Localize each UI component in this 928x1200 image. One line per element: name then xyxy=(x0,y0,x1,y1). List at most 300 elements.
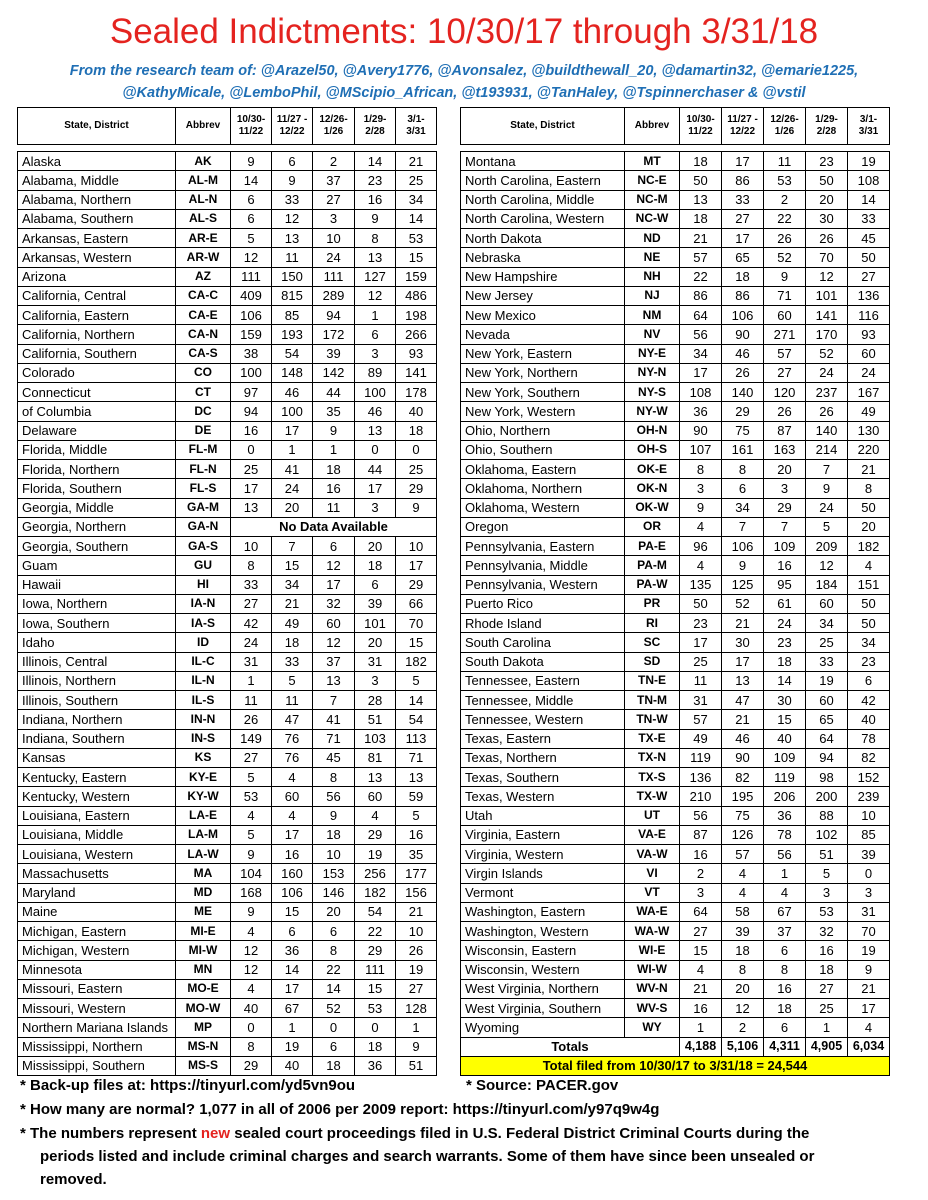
count-cell: 3 xyxy=(680,883,722,902)
district-row xyxy=(461,633,890,652)
count-cell: 70 xyxy=(848,922,890,941)
district-abbrev: MD xyxy=(176,883,231,902)
header-gap xyxy=(18,145,437,152)
count-cell: 4 xyxy=(355,806,396,825)
count-cell: 182 xyxy=(355,883,396,902)
count-cell: 29 xyxy=(396,575,437,594)
district-abbrev: KY-E xyxy=(176,768,231,787)
count-cell: 18 xyxy=(680,152,722,171)
count-cell: 47 xyxy=(722,691,764,710)
count-cell: 6 xyxy=(355,325,396,344)
count-cell: 49 xyxy=(272,614,313,633)
district-abbrev: LA-W xyxy=(176,845,231,864)
district-name: Louisiana, Middle xyxy=(18,825,176,844)
count-cell: 34 xyxy=(396,190,437,209)
count-cell: 36 xyxy=(355,1056,396,1075)
district-row xyxy=(461,922,890,941)
header-state-district: State, District xyxy=(461,108,625,145)
district-name: North Dakota xyxy=(461,229,625,248)
count-cell: 17 xyxy=(396,556,437,575)
count-cell: 16 xyxy=(764,556,806,575)
district-name: Missouri, Eastern xyxy=(18,979,176,998)
district-row xyxy=(18,537,437,556)
count-cell: 8 xyxy=(231,556,272,575)
count-cell: 9 xyxy=(396,498,437,517)
count-cell: 47 xyxy=(272,710,313,729)
header-period xyxy=(355,108,396,145)
count-cell: 9 xyxy=(680,498,722,517)
count-cell: 78 xyxy=(764,825,806,844)
district-name: Alabama, Middle xyxy=(18,171,176,190)
district-abbrev: KS xyxy=(176,748,231,767)
district-abbrev: MI-E xyxy=(176,922,231,941)
district-abbrev: IL-N xyxy=(176,671,231,690)
no-data-notice: No Data Available xyxy=(231,517,437,536)
count-cell: 45 xyxy=(848,229,890,248)
district-abbrev: WI-W xyxy=(625,960,680,979)
count-cell: 148 xyxy=(272,363,313,382)
district-name: Puerto Rico xyxy=(461,594,625,613)
count-cell: 15 xyxy=(396,248,437,267)
count-cell: 50 xyxy=(680,171,722,190)
count-cell: 87 xyxy=(680,825,722,844)
count-cell: 32 xyxy=(806,922,848,941)
right-header-row xyxy=(461,108,890,145)
district-row xyxy=(18,768,437,787)
count-cell: 52 xyxy=(806,344,848,363)
count-cell: 94 xyxy=(313,306,355,325)
count-cell: 106 xyxy=(722,306,764,325)
count-cell: 21 xyxy=(396,902,437,921)
count-cell: 18 xyxy=(396,421,437,440)
count-cell: 29 xyxy=(231,1056,272,1075)
count-cell: 104 xyxy=(231,864,272,883)
footnote-backup: * Back-up files at: https://tinyurl.com/yd5vn9ou xyxy=(20,1077,356,1094)
count-cell: 23 xyxy=(680,614,722,633)
district-name: Virgin Islands xyxy=(461,864,625,883)
district-row xyxy=(461,421,890,440)
count-cell: 46 xyxy=(722,344,764,363)
district-row xyxy=(461,748,890,767)
district-abbrev: VA-W xyxy=(625,845,680,864)
count-cell: 85 xyxy=(272,306,313,325)
count-cell: 12 xyxy=(231,960,272,979)
count-cell: 22 xyxy=(680,267,722,286)
district-row xyxy=(461,652,890,671)
count-cell: 39 xyxy=(313,344,355,363)
district-abbrev: AL-N xyxy=(176,190,231,209)
district-abbrev: UT xyxy=(625,806,680,825)
count-cell: 4 xyxy=(272,806,313,825)
count-cell: 33 xyxy=(848,209,890,228)
count-cell: 103 xyxy=(355,729,396,748)
count-cell: 8 xyxy=(848,479,890,498)
header-gap xyxy=(461,145,890,152)
count-cell: 5 xyxy=(806,864,848,883)
count-cell: 1 xyxy=(272,440,313,459)
count-cell: 17 xyxy=(722,152,764,171)
count-cell: 90 xyxy=(722,748,764,767)
district-row xyxy=(18,614,437,633)
district-name: Oklahoma, Eastern xyxy=(461,460,625,479)
district-name: Illinois, Central xyxy=(18,652,176,671)
district-row xyxy=(461,825,890,844)
district-row xyxy=(18,306,437,325)
district-abbrev: NJ xyxy=(625,286,680,305)
count-cell: 89 xyxy=(355,363,396,382)
count-cell: 18 xyxy=(355,556,396,575)
footnote-represent-post: sealed court proceedings filed in U.S. Federal District Criminal Courts during the xyxy=(230,1125,810,1142)
district-name: Michigan, Western xyxy=(18,941,176,960)
count-cell: 15 xyxy=(272,902,313,921)
district-name: Alaska xyxy=(18,152,176,171)
count-cell: 51 xyxy=(355,710,396,729)
count-cell: 33 xyxy=(806,652,848,671)
count-cell: 15 xyxy=(396,633,437,652)
district-name: Tennessee, Middle xyxy=(461,691,625,710)
grand-total-row xyxy=(461,1056,890,1075)
count-cell: 39 xyxy=(722,922,764,941)
count-cell: 27 xyxy=(231,748,272,767)
district-row xyxy=(461,383,890,402)
count-cell: 184 xyxy=(806,575,848,594)
count-cell: 8 xyxy=(722,460,764,479)
district-abbrev: VA-E xyxy=(625,825,680,844)
count-cell: 182 xyxy=(848,537,890,556)
district-name: New Hampshire xyxy=(461,267,625,286)
district-row xyxy=(461,344,890,363)
count-cell: 75 xyxy=(722,806,764,825)
count-cell: 27 xyxy=(722,209,764,228)
count-cell: 0 xyxy=(231,440,272,459)
district-abbrev: WV-S xyxy=(625,999,680,1018)
count-cell: 27 xyxy=(231,594,272,613)
count-cell: 237 xyxy=(806,383,848,402)
count-cell: 34 xyxy=(680,344,722,363)
district-abbrev: CA-N xyxy=(176,325,231,344)
count-cell: 214 xyxy=(806,440,848,459)
district-name: Idaho xyxy=(18,633,176,652)
count-cell: 17 xyxy=(722,652,764,671)
count-cell: 20 xyxy=(272,498,313,517)
count-cell: 111 xyxy=(231,267,272,286)
count-cell: 125 xyxy=(722,575,764,594)
header-period xyxy=(313,108,355,145)
count-cell: 153 xyxy=(313,864,355,883)
count-cell: 8 xyxy=(722,960,764,979)
district-row xyxy=(18,845,437,864)
count-cell: 38 xyxy=(231,344,272,363)
district-abbrev: GA-M xyxy=(176,498,231,517)
count-cell: 40 xyxy=(396,402,437,421)
count-cell: 30 xyxy=(764,691,806,710)
count-cell: 19 xyxy=(355,845,396,864)
district-row xyxy=(461,229,890,248)
count-cell: 0 xyxy=(231,1018,272,1037)
count-cell: 6 xyxy=(722,479,764,498)
district-row xyxy=(18,498,437,517)
count-cell: 65 xyxy=(806,710,848,729)
district-row xyxy=(18,883,437,902)
count-cell: 16 xyxy=(272,845,313,864)
count-cell: 9 xyxy=(764,267,806,286)
count-cell: 16 xyxy=(806,941,848,960)
district-row xyxy=(18,460,437,479)
count-cell: 15 xyxy=(764,710,806,729)
district-abbrev: ID xyxy=(176,633,231,652)
footnote-source: * Source: PACER.gov xyxy=(466,1077,619,1094)
count-cell: 146 xyxy=(313,883,355,902)
header-period-start: 11/27 - xyxy=(276,114,308,125)
count-cell: 10 xyxy=(313,229,355,248)
count-cell: 40 xyxy=(764,729,806,748)
count-cell: 67 xyxy=(272,999,313,1018)
district-name: Maryland xyxy=(18,883,176,902)
count-cell: 52 xyxy=(722,594,764,613)
count-cell: 9 xyxy=(355,209,396,228)
count-cell: 60 xyxy=(272,787,313,806)
count-cell: 3 xyxy=(848,883,890,902)
header-period-end: 3/31 xyxy=(858,126,879,137)
count-cell: 11 xyxy=(272,248,313,267)
district-row xyxy=(461,363,890,382)
count-cell: 24 xyxy=(764,614,806,633)
count-cell: 266 xyxy=(396,325,437,344)
district-name: Mississippi, Northern xyxy=(18,1037,176,1056)
count-cell: 178 xyxy=(396,383,437,402)
count-cell: 82 xyxy=(848,748,890,767)
district-name: Iowa, Northern xyxy=(18,594,176,613)
count-cell: 13 xyxy=(722,671,764,690)
right-district-table xyxy=(460,107,890,1076)
count-cell: 33 xyxy=(722,190,764,209)
district-abbrev: VT xyxy=(625,883,680,902)
count-cell: 20 xyxy=(355,537,396,556)
total-cell: 5,106 xyxy=(722,1037,764,1056)
count-cell: 90 xyxy=(680,421,722,440)
header-period-start: 12/26- xyxy=(770,114,799,125)
count-cell: 141 xyxy=(806,306,848,325)
count-cell: 152 xyxy=(848,768,890,787)
count-cell: 21 xyxy=(848,460,890,479)
district-abbrev: NC-E xyxy=(625,171,680,190)
count-cell: 27 xyxy=(313,190,355,209)
count-cell: 26 xyxy=(764,229,806,248)
count-cell: 14 xyxy=(231,171,272,190)
count-cell: 76 xyxy=(272,729,313,748)
header-period-end: 12/22 xyxy=(729,126,756,137)
count-cell: 49 xyxy=(848,402,890,421)
header-period-end: 3/31 xyxy=(406,126,426,137)
count-cell: 71 xyxy=(396,748,437,767)
count-cell: 27 xyxy=(806,979,848,998)
count-cell: 53 xyxy=(764,171,806,190)
district-abbrev: TN-W xyxy=(625,710,680,729)
count-cell: 22 xyxy=(313,960,355,979)
count-cell: 17 xyxy=(272,421,313,440)
count-cell: 5 xyxy=(231,825,272,844)
count-cell: 108 xyxy=(680,383,722,402)
count-cell: 13 xyxy=(355,248,396,267)
count-cell: 13 xyxy=(355,768,396,787)
count-cell: 86 xyxy=(680,286,722,305)
count-cell: 4 xyxy=(680,960,722,979)
count-cell: 12 xyxy=(231,248,272,267)
header-period-start: 11/27 - xyxy=(727,114,758,125)
district-row xyxy=(18,960,437,979)
district-row xyxy=(18,209,437,228)
count-cell: 26 xyxy=(231,710,272,729)
count-cell: 21 xyxy=(722,710,764,729)
district-row xyxy=(18,691,437,710)
district-abbrev: MO-E xyxy=(176,979,231,998)
count-cell: 4 xyxy=(848,556,890,575)
count-cell: 29 xyxy=(355,941,396,960)
count-cell: 12 xyxy=(272,209,313,228)
district-row xyxy=(18,171,437,190)
district-row xyxy=(461,575,890,594)
count-cell: 4 xyxy=(764,883,806,902)
count-cell: 36 xyxy=(764,806,806,825)
district-abbrev: MA xyxy=(176,864,231,883)
count-cell: 6 xyxy=(231,209,272,228)
district-abbrev: CA-S xyxy=(176,344,231,363)
count-cell: 42 xyxy=(231,614,272,633)
count-cell: 177 xyxy=(396,864,437,883)
count-cell: 19 xyxy=(806,671,848,690)
count-cell: 57 xyxy=(764,344,806,363)
count-cell: 20 xyxy=(722,979,764,998)
count-cell: 57 xyxy=(680,710,722,729)
count-cell: 5 xyxy=(231,768,272,787)
count-cell: 54 xyxy=(355,902,396,921)
district-row xyxy=(461,517,890,536)
district-name: Texas, Southern xyxy=(461,768,625,787)
count-cell: 161 xyxy=(722,440,764,459)
district-row xyxy=(18,325,437,344)
count-cell: 32 xyxy=(313,594,355,613)
district-abbrev: OK-E xyxy=(625,460,680,479)
count-cell: 6 xyxy=(848,671,890,690)
count-cell: 53 xyxy=(806,902,848,921)
count-cell: 22 xyxy=(355,922,396,941)
count-cell: 12 xyxy=(313,633,355,652)
district-name: Florida, Southern xyxy=(18,479,176,498)
count-cell: 64 xyxy=(806,729,848,748)
count-cell: 289 xyxy=(313,286,355,305)
count-cell: 127 xyxy=(355,267,396,286)
count-cell: 21 xyxy=(722,614,764,633)
header-abbrev: Abbrev xyxy=(176,108,231,145)
count-cell: 16 xyxy=(764,979,806,998)
count-cell: 35 xyxy=(313,402,355,421)
district-name: Texas, Western xyxy=(461,787,625,806)
district-row xyxy=(461,979,890,998)
count-cell: 141 xyxy=(396,363,437,382)
count-cell: 33 xyxy=(231,575,272,594)
count-cell: 6 xyxy=(313,922,355,941)
count-cell: 17 xyxy=(313,575,355,594)
district-name: Georgia, Northern xyxy=(18,517,176,536)
district-row xyxy=(18,633,437,652)
district-abbrev: TN-M xyxy=(625,691,680,710)
count-cell: 4 xyxy=(680,517,722,536)
district-row xyxy=(461,960,890,979)
count-cell: 24 xyxy=(806,498,848,517)
count-cell: 93 xyxy=(848,325,890,344)
count-cell: 4 xyxy=(680,556,722,575)
header-period xyxy=(396,108,437,145)
count-cell: 16 xyxy=(396,825,437,844)
count-cell: 57 xyxy=(680,248,722,267)
count-cell: 12 xyxy=(313,556,355,575)
count-cell: 30 xyxy=(806,209,848,228)
district-row xyxy=(461,498,890,517)
district-abbrev: GA-S xyxy=(176,537,231,556)
count-cell: 13 xyxy=(396,768,437,787)
count-cell: 65 xyxy=(722,248,764,267)
count-cell: 53 xyxy=(355,999,396,1018)
district-row xyxy=(18,748,437,767)
count-cell: 14 xyxy=(848,190,890,209)
count-cell: 71 xyxy=(313,729,355,748)
district-name: Kentucky, Eastern xyxy=(18,768,176,787)
district-name: of Columbia xyxy=(18,402,176,421)
district-name: Wisconsin, Western xyxy=(461,960,625,979)
count-cell: 815 xyxy=(272,286,313,305)
count-cell: 16 xyxy=(680,999,722,1018)
count-cell: 3 xyxy=(680,479,722,498)
district-row xyxy=(18,248,437,267)
district-row xyxy=(461,864,890,883)
district-row xyxy=(461,152,890,171)
district-name: Texas, Eastern xyxy=(461,729,625,748)
district-name: Pennsylvania, Western xyxy=(461,575,625,594)
count-cell: 29 xyxy=(722,402,764,421)
count-cell: 25 xyxy=(396,460,437,479)
count-cell: 50 xyxy=(848,498,890,517)
footnote-line-3: removed. xyxy=(40,1171,107,1188)
district-name: Arizona xyxy=(18,267,176,286)
count-cell: 16 xyxy=(231,421,272,440)
count-cell: 70 xyxy=(396,614,437,633)
footnote-new-word: new xyxy=(200,1125,231,1142)
district-row xyxy=(461,806,890,825)
count-cell: 71 xyxy=(764,286,806,305)
count-cell: 36 xyxy=(272,941,313,960)
district-name: West Virginia, Northern xyxy=(461,979,625,998)
district-row xyxy=(18,922,437,941)
count-cell: 14 xyxy=(396,691,437,710)
count-cell: 3 xyxy=(355,498,396,517)
district-name: South Dakota xyxy=(461,652,625,671)
count-cell: 46 xyxy=(272,383,313,402)
count-cell: 20 xyxy=(355,633,396,652)
district-abbrev: RI xyxy=(625,614,680,633)
district-row xyxy=(18,517,437,536)
count-cell: 1 xyxy=(680,1018,722,1037)
district-row xyxy=(18,825,437,844)
district-name: Delaware xyxy=(18,421,176,440)
district-abbrev: NY-W xyxy=(625,402,680,421)
count-cell: 21 xyxy=(272,594,313,613)
count-cell: 22 xyxy=(764,209,806,228)
count-cell: 44 xyxy=(313,383,355,402)
district-abbrev: NV xyxy=(625,325,680,344)
count-cell: 61 xyxy=(764,594,806,613)
district-row xyxy=(18,594,437,613)
count-cell: 17 xyxy=(272,979,313,998)
